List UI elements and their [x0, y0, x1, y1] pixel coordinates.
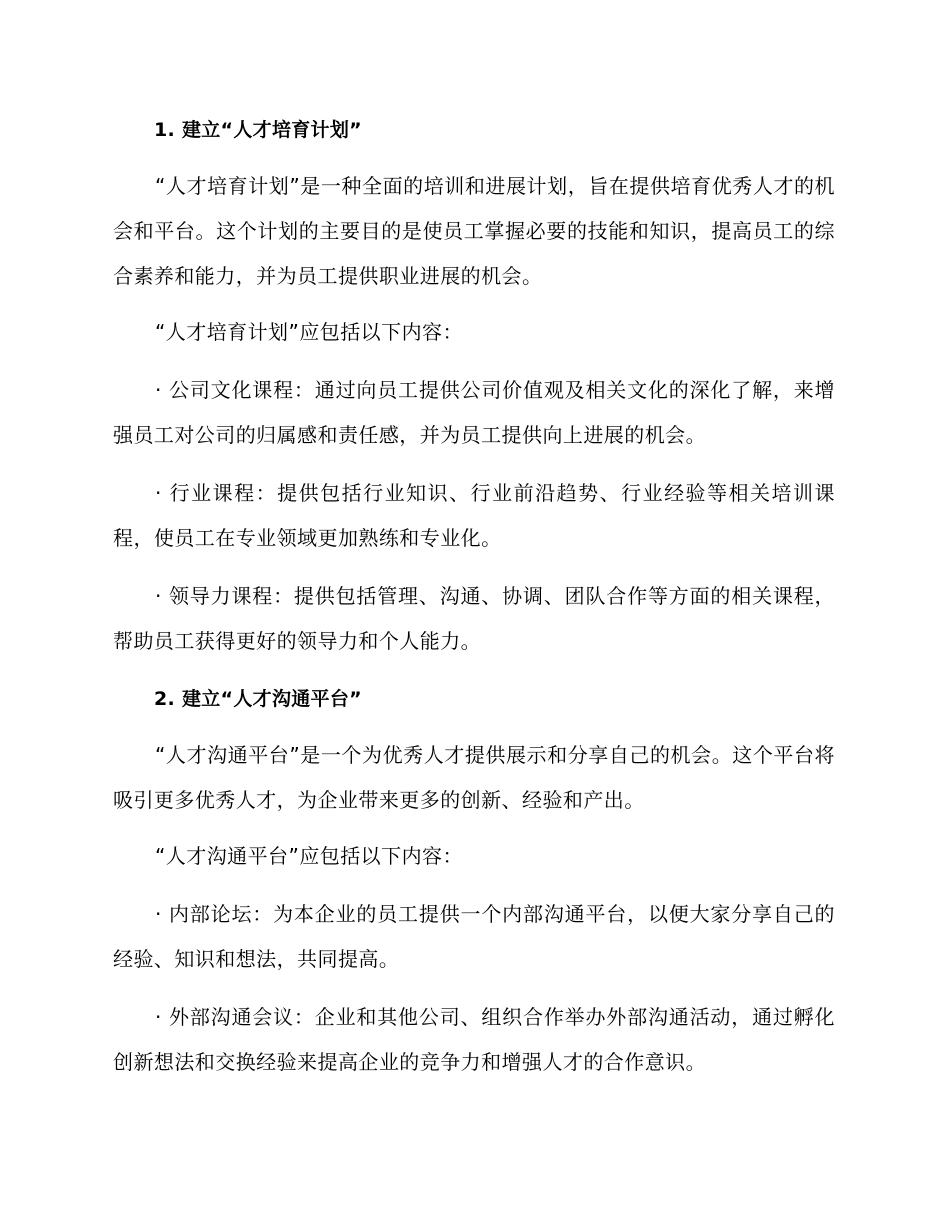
section-1-intro-paragraph: “人才培育计划”是一种全面的培训和进展计划，旨在提供培育优秀人才的机会和平台。这个计划的主要目的是使员工掌握必要的技能和知识，提高员工的综合素养和能力，并为员工提供职业进展的机会。: [113, 174, 835, 288]
section-1-list-item: · 领导力课程：提供包括管理、沟通、协调、团队合作等方面的相关课程，帮助员工获得更好的领导力和个人能力。: [113, 584, 835, 653]
section-2-list-item: · 外部沟通会议：企业和其他公司、组织合作举办外部沟通活动，通过孵化创新想法和交换经验来提高企业的竞争力和增强人才的合作意识。: [113, 1005, 835, 1074]
section-1-list-item: · 行业课程：提供包括行业知识、行业前沿趋势、行业经验等相关培训课程，使员工在专业领域更加熟练和专业化。: [113, 481, 835, 550]
section-2-list-item: · 内部论坛：为本企业的员工提供一个内部沟通平台，以便大家分享自己的经验、知识和想法，共同提高。: [113, 902, 835, 971]
section-2-list-intro: “人才沟通平台”应包括以下内容：: [155, 844, 463, 868]
section-1-heading: 1. 建立“人才培育计划”: [154, 119, 362, 141]
section-1-list-intro: “人才培育计划”应包括以下内容：: [155, 320, 463, 344]
section-1-list-item: · 公司文化课程：通过向员工提供公司价值观及相关文化的深化了解，来增强员工对公司的归属感和责任感，并为员工提供向上进展的机会。: [113, 378, 835, 447]
section-2-heading: 2. 建立“人才沟通平台”: [154, 688, 362, 710]
section-2-intro-paragraph: “人才沟通平台”是一个为优秀人才提供展示和分享自己的机会。这个平台将吸引更多优秀人才，为企业带来更多的创新、经验和产出。: [113, 743, 835, 812]
